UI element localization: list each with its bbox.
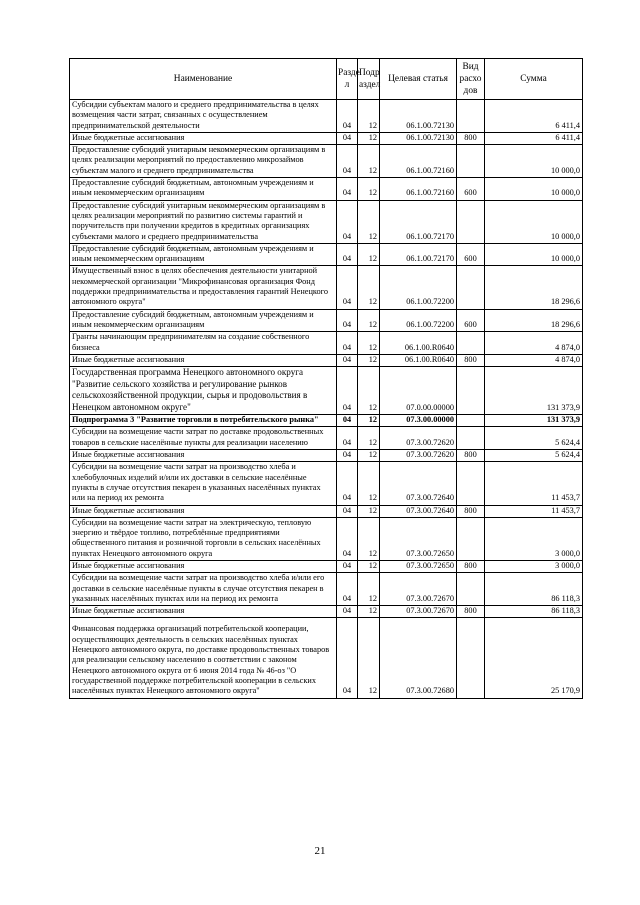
row-subsection: 12 <box>358 573 380 606</box>
row-section: 04 <box>337 415 358 427</box>
row-section: 04 <box>337 427 358 450</box>
row-section: 04 <box>337 462 358 505</box>
row-section: 04 <box>337 243 358 266</box>
header-section: Разде л <box>337 59 358 100</box>
row-amount: 10 000,0 <box>485 200 583 243</box>
row-target: 07.3.00.72640 <box>380 505 457 517</box>
row-section: 04 <box>337 367 358 415</box>
row-amount: 18 296,6 <box>485 266 583 309</box>
row-expense-type <box>457 415 485 427</box>
row-name: Финансовая поддержка организаций потребительской кооперации, осуществляющих деятельность в сельских населённых пунктах Ненецкого автономного округа, по доставке продовольственных товаров для реализации сельскому населению в соответствии с законом Ненецкого автономного округа от 6 июня 2014 года № 46-оз "О государственной поддержке потребительской кооперации в сельских населённых пунктах Ненецкого автономного округа" <box>70 618 337 698</box>
row-amount: 4 874,0 <box>485 332 583 355</box>
row-expense-type: 800 <box>457 505 485 517</box>
row-expense-type: 600 <box>457 178 485 201</box>
row-name: Субсидии субъектам малого и среднего предпринимательства в целях возмещения части затрат, связанных с осуществлением предпринимательской деятельности <box>70 100 337 133</box>
row-section: 04 <box>337 100 358 133</box>
budget-table <box>69 58 583 699</box>
row-amount: 131 373,9 <box>485 415 583 427</box>
table-row <box>70 560 583 572</box>
row-target: 07.0.00.00000 <box>380 367 457 415</box>
row-name: Гранты начинающим предпринимателям на создание собственного бизнеса <box>70 332 337 355</box>
row-section: 04 <box>337 354 358 366</box>
row-amount: 4 874,0 <box>485 354 583 366</box>
row-target: 06.1.00.72130 <box>380 132 457 144</box>
row-target: 07.3.00.72620 <box>380 427 457 450</box>
row-name: Иные бюджетные ассигнования <box>70 505 337 517</box>
row-amount: 11 453,7 <box>485 462 583 505</box>
row-expense-type <box>457 266 485 309</box>
row-subsection: 12 <box>358 332 380 355</box>
row-subsection: 12 <box>358 178 380 201</box>
row-amount: 18 296,6 <box>485 309 583 332</box>
table-row <box>70 243 583 266</box>
row-name: Иные бюджетные ассигнования <box>70 560 337 572</box>
row-amount: 11 453,7 <box>485 505 583 517</box>
row-expense-type: 600 <box>457 309 485 332</box>
row-target: 06.1.00.72170 <box>380 200 457 243</box>
row-section: 04 <box>337 505 358 517</box>
row-subsection: 12 <box>358 309 380 332</box>
row-name: Предоставление субсидий бюджетным, автономным учреждениям и иным некоммерческим организациям <box>70 178 337 201</box>
row-subsection: 12 <box>358 618 380 698</box>
row-expense-type <box>457 517 485 560</box>
row-amount: 5 624,4 <box>485 427 583 450</box>
row-section: 04 <box>337 178 358 201</box>
row-expense-type <box>457 332 485 355</box>
row-name: Имущественный взнос в целях обеспечения деятельности унитарной некоммерческой организации "Микрофинансовая организация Фонд поддержки предпринимательства и предоставления гарантий Ненецкого автономного округа" <box>70 266 337 309</box>
row-name: Предоставление субсидий унитарным некоммерческим организациям в целях реализации мероприятий по предоставлению микрозаймов субъектам малого и среднего предпринимательства <box>70 145 337 178</box>
row-target: 06.1.00.R0640 <box>380 332 457 355</box>
row-target: 06.1.00.72200 <box>380 309 457 332</box>
table-row <box>70 415 583 427</box>
row-name: Иные бюджетные ассигнования <box>70 450 337 462</box>
header-subsection: Подр аздел <box>358 59 380 100</box>
row-section: 04 <box>337 517 358 560</box>
row-name: Предоставление субсидий унитарным некоммерческим организациям в целях реализации мероприятий по развитию системы гарантий и поручительств при получении кредитов в кредитных организациях субъектами малого и среднего предпринимательства <box>70 200 337 243</box>
row-name: Иные бюджетные ассигнования <box>70 606 337 618</box>
row-subsection: 12 <box>358 517 380 560</box>
row-subsection: 12 <box>358 266 380 309</box>
row-amount: 6 411,4 <box>485 100 583 133</box>
row-subsection: 12 <box>358 145 380 178</box>
row-target: 06.1.00.72160 <box>380 145 457 178</box>
row-expense-type: 600 <box>457 243 485 266</box>
table-row <box>70 505 583 517</box>
row-expense-type <box>457 618 485 698</box>
row-target: 07.3.00.72650 <box>380 560 457 572</box>
row-target: 06.1.00.R0640 <box>380 354 457 366</box>
header-amount: Сумма <box>485 59 583 100</box>
row-subsection: 12 <box>358 243 380 266</box>
row-amount: 5 624,4 <box>485 450 583 462</box>
row-section: 04 <box>337 573 358 606</box>
table-row <box>70 309 583 332</box>
table-row <box>70 200 583 243</box>
row-target: 07.3.00.00000 <box>380 415 457 427</box>
row-amount: 131 373,9 <box>485 367 583 415</box>
row-expense-type: 800 <box>457 132 485 144</box>
table-row <box>70 132 583 144</box>
header-row <box>70 59 583 100</box>
header-target: Целевая статья <box>380 59 457 100</box>
row-subsection: 12 <box>358 427 380 450</box>
row-amount: 10 000,0 <box>485 145 583 178</box>
row-name: Предоставление субсидий бюджетным, автономным учреждениям и иным некоммерческим организациям <box>70 243 337 266</box>
row-subsection: 12 <box>358 415 380 427</box>
table-row <box>70 517 583 560</box>
table-row <box>70 606 583 618</box>
row-target: 07.3.00.72670 <box>380 573 457 606</box>
row-amount: 6 411,4 <box>485 132 583 144</box>
row-target: 07.3.00.72640 <box>380 462 457 505</box>
row-section: 04 <box>337 560 358 572</box>
row-target: 06.1.00.72170 <box>380 243 457 266</box>
table-row <box>70 266 583 309</box>
row-subsection: 12 <box>358 367 380 415</box>
row-name: Иные бюджетные ассигнования <box>70 354 337 366</box>
row-expense-type <box>457 200 485 243</box>
row-subsection: 12 <box>358 462 380 505</box>
row-expense-type <box>457 427 485 450</box>
row-name: Иные бюджетные ассигнования <box>70 132 337 144</box>
row-expense-type <box>457 145 485 178</box>
row-target: 06.1.00.72160 <box>380 178 457 201</box>
row-amount: 86 118,3 <box>485 606 583 618</box>
row-name: Государственная программа Ненецкого автономного округа "Развитие сельского хозяйства и регулирование рынков сельскохозяйственной продукции, сырья и продовольствия в Ненецком автономном округе" <box>70 367 337 415</box>
row-expense-type: 800 <box>457 354 485 366</box>
row-name: Субсидии на возмещение части затрат по доставке продовольственных товаров в сельские населённые пункты для реализации населению <box>70 427 337 450</box>
row-target: 06.1.00.72130 <box>380 100 457 133</box>
row-subsection: 12 <box>358 132 380 144</box>
row-expense-type <box>457 573 485 606</box>
row-section: 04 <box>337 606 358 618</box>
row-name: Субсидии на возмещение части затрат на производство хлеба и/или его доставки в сельские населённые пункты в случае отсутствия пекарен в указанных населённых пунктах или на период их ремонта <box>70 573 337 606</box>
row-section: 04 <box>337 266 358 309</box>
row-target: 07.3.00.72680 <box>380 618 457 698</box>
header-expense-type: Вид расхо дов <box>457 59 485 100</box>
row-subsection: 12 <box>358 505 380 517</box>
row-name: Субсидии на возмещение части затрат на электрическую, тепловую энергию и твёрдое топливо, потреблённые предприятиями общественного питания и розничной торговли в сельских населённых пунктах Ненецкого автономного округа <box>70 517 337 560</box>
table-row <box>70 354 583 366</box>
table-row <box>70 178 583 201</box>
row-subsection: 12 <box>358 354 380 366</box>
row-target: 06.1.00.72200 <box>380 266 457 309</box>
row-expense-type <box>457 367 485 415</box>
row-section: 04 <box>337 145 358 178</box>
row-amount: 86 118,3 <box>485 573 583 606</box>
table-row <box>70 427 583 450</box>
row-expense-type: 800 <box>457 450 485 462</box>
row-amount: 25 170,9 <box>485 618 583 698</box>
row-subsection: 12 <box>358 560 380 572</box>
row-section: 04 <box>337 132 358 144</box>
row-section: 04 <box>337 309 358 332</box>
row-subsection: 12 <box>358 450 380 462</box>
row-amount: 3 000,0 <box>485 560 583 572</box>
header-name: Наименование <box>70 59 337 100</box>
row-expense-type: 800 <box>457 606 485 618</box>
row-target: 07.3.00.72670 <box>380 606 457 618</box>
table-row <box>70 145 583 178</box>
row-expense-type <box>457 100 485 133</box>
row-expense-type: 800 <box>457 560 485 572</box>
row-section: 04 <box>337 200 358 243</box>
row-target: 07.3.00.72650 <box>380 517 457 560</box>
table-row <box>70 618 583 698</box>
row-name: Подпрограмма 3 "Развитие торговли в потребительского рынка" <box>70 415 337 427</box>
table-row <box>70 573 583 606</box>
row-name: Субсидии на возмещение части затрат на производство хлеба и хлебобулочных изделий и/или их доставки в сельские населённые пункты в случае отсутствия пекарен в указанных населённых пунктах или на период их ремонта <box>70 462 337 505</box>
row-section: 04 <box>337 450 358 462</box>
page-number: 21 <box>314 845 326 857</box>
table-row <box>70 450 583 462</box>
row-amount: 10 000,0 <box>485 178 583 201</box>
table-row <box>70 462 583 505</box>
row-target: 07.3.00.72620 <box>380 450 457 462</box>
table-row <box>70 100 583 133</box>
row-section: 04 <box>337 332 358 355</box>
row-expense-type <box>457 462 485 505</box>
row-subsection: 12 <box>358 100 380 133</box>
row-section: 04 <box>337 618 358 698</box>
table-row <box>70 367 583 415</box>
row-subsection: 12 <box>358 606 380 618</box>
row-amount: 10 000,0 <box>485 243 583 266</box>
row-name: Предоставление субсидий бюджетным, автономным учреждениям и иным некоммерческим организациям <box>70 309 337 332</box>
table-row <box>70 332 583 355</box>
row-amount: 3 000,0 <box>485 517 583 560</box>
row-subsection: 12 <box>358 200 380 243</box>
